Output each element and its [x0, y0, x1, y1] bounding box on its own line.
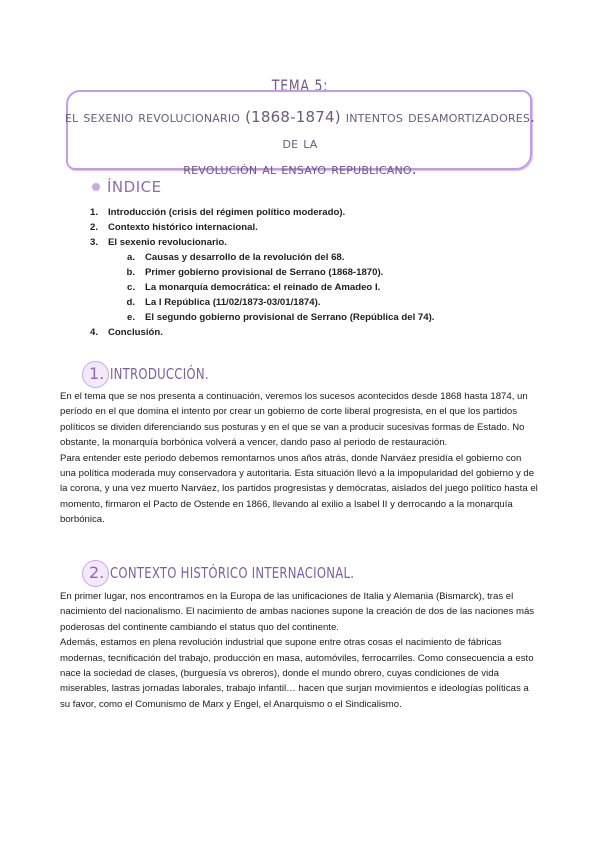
toc-number: 3.	[89, 237, 98, 248]
toc-label: La monarquía democrática: el reinado de Amadeo I.	[145, 282, 381, 293]
toc-number: 4.	[89, 327, 98, 338]
section-1-body	[60, 389, 538, 528]
theme-heading: TEMA 5:	[271, 76, 329, 95]
paragraph: En el tema que se nos presenta a continuación, veremos los sucesos acontecidos desde 1868 hasta 1874, un período en el que domina el intento por crear un gobierno de corte liberal progresista, en el que los partidos políticos se dividen diferenciando sus posturas y en el que se van a producir sucesivas formas de Estado. No obstante, la monarquía borbónica volverá a vencer, dando paso al periodo de restauración.	[60, 391, 528, 449]
index-bullet-icon	[92, 183, 100, 191]
toc-number: e.	[126, 312, 135, 323]
section-1-title: INTRODUCCIÓN.	[110, 365, 209, 383]
toc-number: c.	[126, 282, 135, 293]
section-2-body	[60, 589, 538, 712]
toc-label: El sexenio revolucionario.	[108, 237, 227, 248]
section-2-title: CONTEXTO HISTÓRICO INTERNACIONAL.	[110, 564, 355, 582]
section-2-number: 2.	[89, 563, 105, 582]
document-title	[56, 104, 544, 182]
toc-label: El segundo gobierno provisional de Serrano (República del 74).	[145, 312, 435, 323]
toc-label: Introducción (crisis del régimen político moderado).	[108, 207, 346, 218]
toc-label: Contexto histórico internacional.	[108, 222, 258, 233]
paragraph: Para entender este periodo debemos remontarnos unos años atrás, donde Narváez presidía el gobierno con una política moderada muy conservadora y autoritaria. Esta situación llevó a la impopularidad del gobierno y de la corona, y una vez muerto Narváez, los partidos progresistas y demócratas, aislados del juego político hasta el momento, firmaron el Pacto de Ostende en 1866, llevando al exilio a Isabel II y derrocando a la monarquía borbónica.	[60, 452, 538, 526]
document-title-line-2: revolución al ensayo republicano.	[183, 160, 417, 178]
toc-number: d.	[126, 297, 135, 308]
toc-label: Primer gobierno provisional de Serrano (1868-1870).	[145, 267, 384, 278]
toc-label: La I República (11/02/1873-03/01/1874).	[145, 297, 321, 308]
toc-label: Causas y desarrollo de la revolución del 68.	[145, 252, 345, 263]
document-title-line-1: el sexenio revolucionario (1868-1874) intentos desamortizadores. de la	[64, 108, 536, 152]
paragraph: En primer lugar, nos encontramos en la Europa de las unificaciones de Italia y Alemania (Bismarck), tras el nacimiento del nacionalismo. El nacimiento de ambas naciones supone la creación de dos de las naciones más poderosas del continente cambiando el status quo del continente.	[60, 591, 535, 633]
toc-number: b.	[126, 267, 135, 278]
toc-label: Conclusión.	[108, 327, 163, 338]
toc-number: a.	[126, 252, 135, 263]
toc-number: 1.	[89, 207, 98, 218]
section-1-number: 1.	[89, 364, 105, 383]
paragraph: Además, estamos en plena revolución industrial que supone entre otras cosas el nacimiento de fábricas modernas, tecnificación del trabajo, producción en masa, automóviles, ferrocarriles. Como consecuencia a esto nace la sociedad de clases, (burguesía vs obreros), donde el mundo obrero, cuyas condiciones de vida miserables, lastras jornadas laborales, trabajo infantil… hacen que surjan movimientos e ideologías políticas a su favor, como el Comunismo de Marx y Engel, el Anarquismo o el Sindicalismo.	[60, 637, 534, 710]
toc-number: 2.	[89, 222, 98, 233]
index-heading: ÍNDICE	[107, 178, 162, 196]
